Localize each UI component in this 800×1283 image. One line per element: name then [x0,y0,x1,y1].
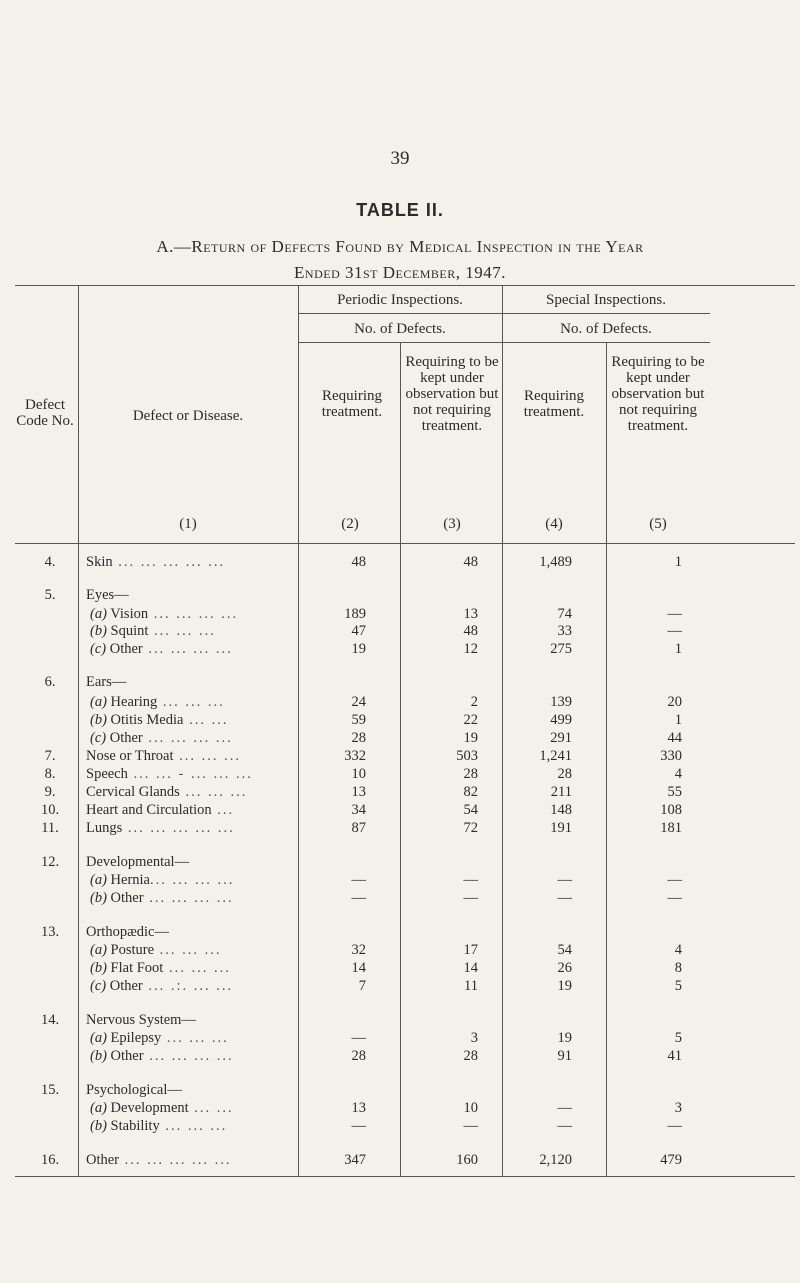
row-code: 9. [44,784,56,800]
row-col3: 2 [470,694,478,710]
row-col2: 189 [344,606,366,622]
page-number: 39 [390,148,410,169]
header-req-treatment-4: Requiring treatment. [523,388,585,420]
row-label: Vision [110,606,149,622]
row-code: 13. [40,924,60,940]
row-col2: 19 [351,641,366,657]
row-col2: 13 [351,784,366,800]
row-leader: ... ... ... [157,694,225,710]
row-col3: 3 [470,1030,478,1046]
row-label: Heart and Circulation [86,802,212,818]
row-letter: (a) [90,606,107,622]
row-label: Other [110,1048,144,1064]
row-label: Orthopædic— [86,924,169,940]
row-col4: 91 [557,1048,572,1064]
row-label: Development [110,1100,189,1116]
table-row [0,1116,800,1136]
row-col5: 5 [674,1030,682,1046]
table-row [0,1150,800,1170]
header-periodic: Periodic Inspections. [337,292,463,308]
caption-line-1: A.—Return of Defects Found by Medical Inspection in the Year [156,237,644,256]
row-label: Developmental— [86,854,190,870]
row-col4: 2,120 [539,1152,572,1168]
row-letter: (a) [90,872,107,888]
header-col4-num: (4) [545,516,563,532]
row-col5: 20 [667,694,682,710]
row-col4: 275 [550,641,572,657]
row-label: Lungs [86,820,123,836]
row-leader: ... ... - ... ... ... [127,766,253,782]
header-special: Special Inspections. [546,292,666,308]
row-leader: ... ... ... [173,748,242,764]
header-col5-num: (5) [649,516,667,532]
row-leader: ... ... ... ... [143,1048,234,1064]
row-col3: 72 [463,820,478,836]
row-col3: 48 [463,623,478,639]
row-col4: 33 [557,623,572,639]
row-col3: 54 [463,802,478,818]
row-letter: (c) [90,641,107,657]
row-col4: 148 [550,802,572,818]
row-col4: — [557,890,572,906]
row-code: 10. [40,802,60,818]
row-col5: — [667,606,682,622]
row-code: 15. [40,1082,60,1098]
row-letter: (a) [90,942,107,958]
row-label: Nose or Throat [86,748,174,764]
row-col4: — [557,872,572,888]
row-col4: 291 [550,730,572,746]
row-col3: 160 [456,1152,478,1168]
row-col4: 26 [557,960,572,976]
row-col5: 330 [660,748,682,764]
row-col4: 1,489 [539,554,572,570]
row-label: Stability [110,1118,160,1134]
row-letter: (b) [90,960,107,976]
row-code: 11. [41,820,59,836]
header-col2-num: (2) [341,516,359,532]
caption-line-2: Ended 31st December, 1947. [294,263,506,282]
row-label: Other [86,1152,120,1168]
row-col3: 19 [463,730,478,746]
row-letter: (b) [90,623,107,639]
row-leader: ... ... [183,712,229,728]
header-nodefects-special: No. of Defects. [560,321,652,337]
row-col4: 74 [557,606,572,622]
row-col5: — [667,623,682,639]
row-col4: — [557,1118,572,1134]
row-label: Nervous System— [86,1012,196,1028]
row-leader: ... ... [188,1100,234,1116]
row-label: Other [109,730,143,746]
row-col5: 1 [674,641,682,657]
row-code: 14. [40,1012,60,1028]
row-letter: (a) [90,1030,107,1046]
row-code: 4. [44,554,56,570]
row-col3: — [463,872,478,888]
row-code: 7. [44,748,56,764]
row-code: 5. [44,587,56,603]
row-col5: — [667,1118,682,1134]
table-row [0,1098,800,1118]
header-nodefects-periodic: No. of Defects. [354,321,446,337]
row-col5: 8 [674,960,682,976]
header-defect-disease: Defect or Disease. [132,408,244,424]
row-label: Other [110,890,144,906]
header-req-observation-3: Requiring to be kept under observation but not requiring treatment. [405,354,499,434]
row-col3: 48 [463,554,478,570]
row-leader: ... ... ... [154,942,222,958]
header-defect-code: Defect Code No. [16,397,74,429]
row-col5: 55 [667,784,682,800]
row-leader: ... ... ... [159,1118,228,1134]
row-col2: 332 [344,748,366,764]
row-label: Skin [86,554,113,570]
row-col5: 5 [674,978,682,994]
row-label: Hearing [110,694,158,710]
row-leader: ... ... ... ... ... [122,820,235,836]
row-label: Other [109,978,143,994]
row-col5: 4 [674,942,682,958]
row-col4: 19 [557,1030,572,1046]
row-col2: 87 [351,820,366,836]
row-label: Eyes— [86,587,129,603]
row-col5: 108 [660,802,682,818]
row-col2: 48 [351,554,366,570]
row-col3: — [463,890,478,906]
row-letter: (b) [90,712,107,728]
row-col5: 181 [660,820,682,836]
row-col4: 19 [557,978,572,994]
row-col4: 499 [550,712,572,728]
row-leader: ... .:. ... ... [142,978,234,994]
row-col3: 28 [463,766,478,782]
row-col5: — [667,872,682,888]
row-letter: (a) [90,1100,107,1116]
row-letter: (c) [90,978,107,994]
row-name [86,1080,296,1100]
row-leader: ... ... ... ... [143,890,234,906]
row-col5: 479 [660,1152,682,1168]
row-col5: — [667,890,682,906]
row-label: Epilepsy [110,1030,162,1046]
row-leader: ... ... ... ... [148,606,239,622]
row-col2: 32 [351,942,366,958]
row-code: 16. [40,1152,60,1168]
row-col2: 28 [351,1048,366,1064]
row-col5: 4 [674,766,682,782]
row-col2: 28 [351,730,366,746]
row-col3: — [463,1118,478,1134]
row-col2: 10 [351,766,366,782]
row-code: 6. [44,674,56,690]
row-col5: 41 [667,1048,682,1064]
row-label: Hernia [110,872,150,888]
row-col2: 7 [358,978,366,994]
row-label: Psychological— [86,1082,182,1098]
row-col3: 14 [463,960,478,976]
row-letter: (b) [90,1048,107,1064]
row-col2: 34 [351,802,366,818]
row-col5: 1 [674,554,682,570]
row-leader: ... ... ... [179,784,248,800]
row-col4: 139 [550,694,572,710]
row-leader: ... ... ... [163,960,231,976]
row-name [90,1116,300,1136]
row-col3: 11 [464,978,478,994]
row-col2: — [351,1118,366,1134]
row-col2: 47 [351,623,366,639]
row-leader: ... ... ... ... [142,730,233,746]
row-col4: — [557,1100,572,1116]
row-name [90,1098,300,1118]
row-code: 8. [44,766,56,782]
header-col1-num: (1) [179,516,197,532]
header-col3-num: (3) [443,516,461,532]
row-col2: 59 [351,712,366,728]
row-col2: — [351,1030,366,1046]
row-leader: ... ... ... [148,623,216,639]
row-col4: 28 [557,766,572,782]
row-col2: 14 [351,960,366,976]
row-label: Posture [110,942,155,958]
row-col2: 24 [351,694,366,710]
row-col5: 44 [667,730,682,746]
row-leader: ... ... ... ... ... [119,1152,232,1168]
row-name [86,1150,296,1170]
row-label: Flat Foot [110,960,164,976]
row-col3: 82 [463,784,478,800]
row-col4: 191 [550,820,572,836]
row-code: 12. [40,854,60,870]
row-letter: (b) [90,1118,107,1134]
row-col3: 28 [463,1048,478,1064]
table-row [0,1080,800,1100]
row-col3: 12 [463,641,478,657]
row-leader: ... ... ... ... [142,641,233,657]
table-title: TABLE II. [356,200,444,220]
row-letter: (b) [90,890,107,906]
row-col4: 1,241 [539,748,572,764]
row-col3: 17 [463,942,478,958]
row-col3: 10 [463,1100,478,1116]
row-col3: 503 [456,748,478,764]
row-leader: ... [211,802,235,818]
row-col2: 347 [344,1152,366,1168]
row-col4: 211 [550,784,572,800]
row-col3: 22 [463,712,478,728]
row-col2: — [351,890,366,906]
row-letter: (c) [90,730,107,746]
header-req-observation-5: Requiring to be kept under observation but not requiring treatment. [611,354,705,434]
header-req-treatment-2: Requiring treatment. [321,388,383,420]
row-label: Speech [86,766,128,782]
row-col2: 13 [351,1100,366,1116]
row-letter: (a) [90,694,107,710]
row-leader: ... ... ... ... [150,872,235,888]
row-leader: ... ... ... [161,1030,229,1046]
row-label: Ears— [86,674,127,690]
row-col2: — [351,872,366,888]
row-col5: 1 [674,712,682,728]
row-col5: 3 [674,1100,682,1116]
row-label: Other [109,641,143,657]
row-col4: 54 [557,942,572,958]
row-label: Cervical Glands [86,784,180,800]
row-label: Squint [110,623,149,639]
row-leader: ... ... ... ... ... [112,554,226,570]
row-label: Otitis Media [110,712,184,728]
row-col3: 13 [463,606,478,622]
